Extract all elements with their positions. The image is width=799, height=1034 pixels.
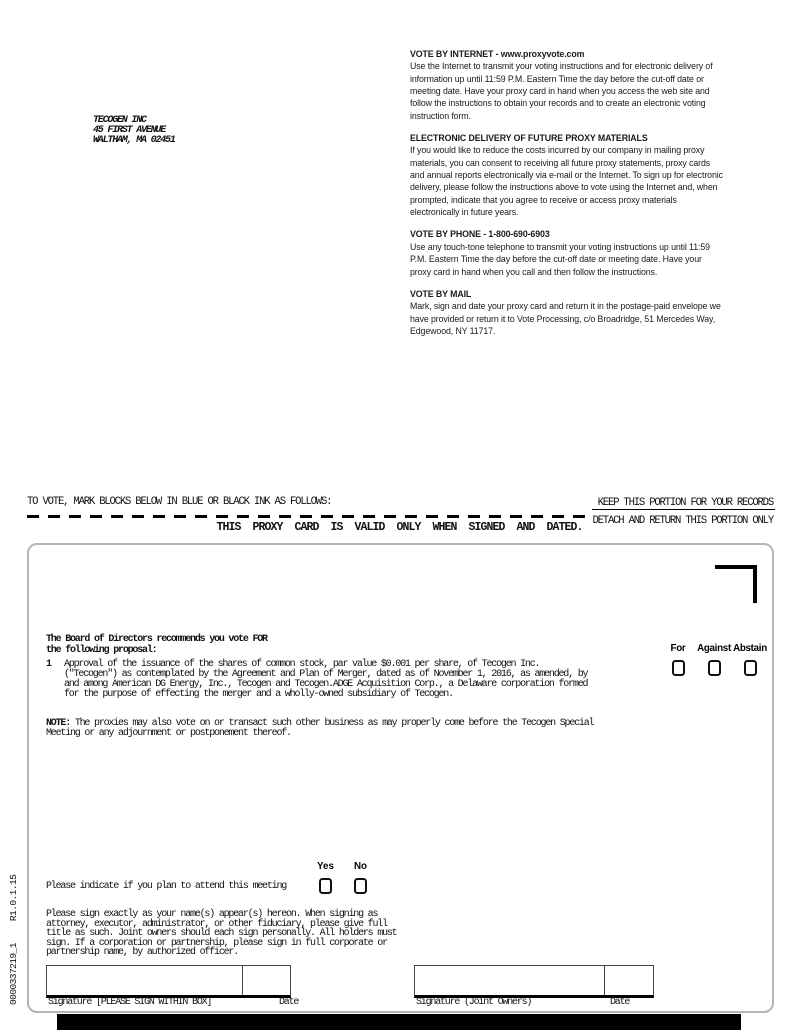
vote-by-phone-title: VOTE BY PHONE - 1-800-690-6903 — [410, 229, 550, 240]
vote-column-headers — [660, 643, 768, 654]
vote-by-mail-section — [410, 288, 724, 337]
vote-by-internet-body: Use the Internet to transmit your voting instructions and for electronic delivery of information up until 11:59 P.M. Eastern Time the day before the cut-off date or meeting date. Have your proxy card in hand when you access the web site and follow the instructions to obtain your records and to create an electronic voting instruction form. — [410, 61, 713, 121]
attend-option-headers — [308, 861, 378, 872]
checkbox-for[interactable] — [672, 660, 685, 676]
vote-by-internet-title: VOTE BY INTERNET - www.proxyvote.com — [410, 49, 585, 59]
checkbox-against[interactable] — [708, 660, 721, 676]
signature-labels-primary — [48, 997, 299, 1008]
vote-by-phone-body: Use any touch-tone telephone to transmit your voting instructions up until 11:59 P.M. Eastern Time the day before the cut-off date or meeting date. Have your proxy card in hand when you call and then follow the instructions. — [410, 241, 710, 277]
electronic-delivery-body: If you would like to reduce the costs incurred by our company in mailing proxy materials, you can consent to receiving all future proxy statements, proxy cards and annual reports electronically via e-mail or the Internet. To sign up for electronic delivery, please follow the instructions above to vote using the Internet and, when prompted, indicate that you agree to receive or access proxy materials electronically in future years. — [410, 145, 723, 218]
proposal-line: ("Tecogen") as contemplated by the Agreement and Plan of Merger, dated as of November 1, 2016, as amended, by — [64, 669, 588, 680]
date-primary-label: Date — [279, 997, 299, 1008]
recipient-name: TECOGEN INC — [93, 115, 146, 126]
proxy-card-box — [27, 543, 774, 1013]
signature-box-joint — [414, 965, 654, 998]
perforation-dashed-line — [27, 515, 588, 518]
date-joint-label: Date — [610, 997, 630, 1008]
proposal-line: Approval of the issuance of the shares of common stock, par value $0.001 per share, of Tecogen Inc. — [64, 659, 540, 670]
vote-column-abstain: Abstain — [733, 643, 767, 654]
attend-question: Please indicate if you plan to attend this meeting — [46, 881, 287, 892]
electronic-delivery-title: ELECTRONIC DELIVERY OF FUTURE PROXY MATERIALS — [410, 133, 648, 144]
signature-joint-label: Signature (Joint Owners) — [416, 997, 532, 1008]
note-text: The proxies may also vote on or transact such other business as may properly come before the Tecogen Special Meeting or any adjournment or postponement thereof. — [46, 718, 594, 739]
edge-document-code — [9, 875, 19, 1005]
mark-ink-instruction: TO VOTE, MARK BLOCKS BELOW IN BLUE OR BLACK INK AS FOLLOWS: — [27, 496, 332, 508]
recipient-city: WALTHAM, MA 02451 — [93, 134, 175, 146]
corner-registration-mark — [715, 565, 757, 603]
voting-instructions — [410, 48, 724, 347]
signature-primary-label: Signature [PLEASE SIGN WITHIN BOX] — [48, 997, 212, 1008]
vote-by-internet-section — [410, 48, 724, 122]
proposal-number: 1 — [46, 659, 51, 670]
note-label: NOTE: — [46, 718, 71, 729]
date-field-joint[interactable] — [604, 966, 653, 995]
detach-portion-note: DETACH AND RETURN THIS PORTION ONLY — [592, 515, 773, 527]
attend-option-yes-label: Yes — [317, 861, 334, 872]
signature-labels-joint — [416, 997, 630, 1008]
vote-by-phone-section — [410, 228, 724, 277]
signature-instructions: Please sign exactly as your name(s) appear(s) hereon. When signing as attorney, executor, administrator, or other fiduciary, please give full title as such. Joint owners should each sign personally. All holders must sign. If a corporation or partnership, please sign in full corporate or partnership name, by authorized officer. — [46, 909, 397, 959]
proposal-line: and among American DG Energy, Inc., Tecogen and Tecogen.ADGE Acquisition Corp., a Delaware corporation formed — [64, 679, 588, 690]
vote-by-mail-body: Mark, sign and date your proxy card and return it in the postage-paid envelope we have provided or return it to Vote Processing, c/o Broadridge, 51 Mercedes Way, Edgewood, NY 11717. — [410, 301, 721, 336]
electronic-delivery-section — [410, 132, 724, 218]
recommendation-heading — [46, 635, 267, 656]
vote-by-mail-title: VOTE BY MAIL — [410, 288, 472, 299]
vote-column-for: For — [670, 643, 686, 654]
vote-column-against: Against — [697, 643, 731, 654]
attend-checkbox-row — [308, 878, 378, 894]
checkbox-attend-yes[interactable] — [319, 878, 332, 894]
vote-checkbox-row — [660, 660, 768, 676]
proposal-line: for the purpose of effecting the merger and a wholly-owned subsidiary of Tecogen. — [64, 689, 453, 700]
note-block — [46, 719, 594, 739]
signature-box-primary — [46, 965, 291, 998]
proposal-text — [64, 660, 594, 700]
recipient-address — [93, 116, 175, 145]
keep-portion-note: KEEP THIS PORTION FOR YOUR RECORDS — [592, 498, 775, 510]
revision-code: R1.0.1.15 — [8, 874, 19, 922]
recipient-street: 45 FIRST AVENUE — [93, 124, 166, 136]
signature-field-joint[interactable] — [415, 966, 604, 995]
signature-field-primary[interactable] — [47, 966, 242, 995]
date-field-primary[interactable] — [242, 966, 290, 995]
attend-option-no-label: No — [353, 861, 368, 872]
bottom-timing-bar — [57, 1014, 741, 1030]
recommendation-line2: the following proposal: — [46, 644, 157, 656]
validity-note: THIS PROXY CARD IS VALID ONLY WHEN SIGNED AND DATED. — [216, 521, 583, 534]
document-number: 0000337219_1 — [8, 943, 19, 1005]
checkbox-attend-no[interactable] — [354, 878, 367, 894]
checkbox-abstain[interactable] — [744, 660, 757, 676]
recommendation-line1: The Board of Directors recommends you vote FOR — [46, 634, 267, 645]
